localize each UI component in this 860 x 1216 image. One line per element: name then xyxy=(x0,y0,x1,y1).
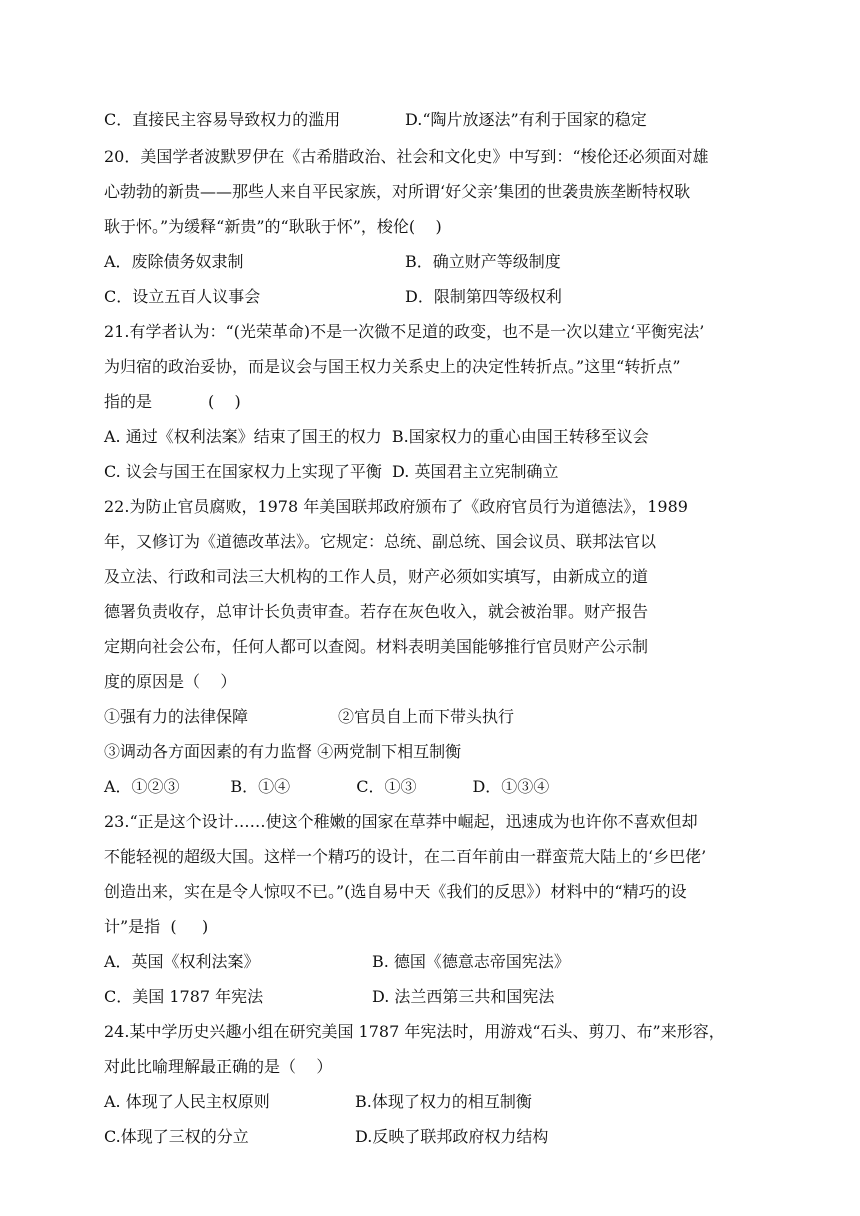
question-21-line-2: 为归宿的政治妥协，而是议会与国王权力关系史上的决定性转折点。”这里“转折点” xyxy=(104,357,681,376)
question-24-line-2: 对此比喻理解最正确的是（ ） xyxy=(104,1057,333,1076)
statement-2-q22: ②官员自上而下带头执行 xyxy=(338,707,515,726)
question-24-line-1: 24.某中学历史兴趣小组在研究美国 1787 年宪法时，用游戏“石头、剪刀、布”来形容， xyxy=(104,1022,725,1041)
option-b-q24: B.体现了权力的相互制衡 xyxy=(355,1092,532,1111)
option-b-q20: B．确立财产等级制度 xyxy=(405,252,561,271)
question-22-line-6: 度的原因是（ ） xyxy=(104,672,237,691)
question-21-line-1: 21.有学者认为：“(光荣革命)不是一次微不足道的政变，也不是一次以建立‘平衡宪法’ xyxy=(104,322,705,341)
question-23-line-1: 23.“正是这个设计……使这个稚嫩的国家在草莽中崛起，迅速成为也许你不喜欢但却 xyxy=(104,812,698,831)
option-c-q24: C.体现了三权的分立 xyxy=(104,1127,249,1146)
option-b-q23: B. 德国《德意志帝国宪法》 xyxy=(372,952,570,971)
option-c-q23: C．美国 1787 年宪法 xyxy=(104,987,264,1006)
question-22-line-5: 定期向社会公布，任何人都可以查阅。材料表明美国能够推行官员财产公示制 xyxy=(104,637,649,656)
question-22-line-3: 及立法、行政和司法三大机构的工作人员，财产必须如实填写，由新成立的道 xyxy=(104,567,649,586)
question-22-line-1: 22.为防止官员腐败，1978 年美国联邦政府颁布了《政府官员行为道德法》，1989 xyxy=(104,497,688,516)
question-21-line-3: 指的是 ( ) xyxy=(104,392,241,411)
question-20-line-2: 心勃勃的新贵——那些人来自平民家族，对所谓‘好父亲’集团的世袭贵族垄断特权耿 xyxy=(104,182,691,201)
question-23-line-4: 计”是指 ( ) xyxy=(104,917,209,936)
options-cd-q21: C. 议会与国王在国家权力上实现了平衡 D. 英国君主立宪制确立 xyxy=(104,462,559,481)
question-23-line-2: 不能轻视的超级大国。这样一个精巧的设计，在二百年前由一群蛮荒大陆上的‘乡巴佬’ xyxy=(104,847,707,866)
option-d-q19: D.“陶片放逐法”有利于国家的稳定 xyxy=(405,110,647,129)
question-22-line-2: 年，又修订为《道德改革法》。它规定：总统、副总统、国会议员、联邦法官以 xyxy=(104,532,657,551)
statement-1-q22: ①强有力的法律保障 xyxy=(104,707,249,726)
question-20-line-3: 耿于怀。”为缓释“新贵”的“耿耿于怀”，梭伦( ) xyxy=(104,217,442,236)
question-22-line-4: 德署负责收存，总审计长负责审查。若存在灰色收入，就会被治罪。财产报告 xyxy=(104,602,649,621)
option-a-q23: A．英国《权利法案》 xyxy=(104,952,260,971)
question-23-line-3: 创造出来，实在是令人惊叹不已。”(选自易中天《我们的反思》）材料中的“精巧的设 xyxy=(104,882,687,901)
options-q22: A．①②③ B．①④ C．①③ D．①③④ xyxy=(104,777,550,796)
option-c-q19: C．直接民主容易导致权力的滥用 xyxy=(104,110,341,129)
statements-34-q22: ③调动各方面因素的有力监督 ④两党制下相互制衡 xyxy=(104,742,462,761)
option-c-q20: C．设立五百人议事会 xyxy=(104,287,261,306)
question-20-line-1: 20．美国学者波默罗伊在《古希腊政治、社会和文化史》中写到：“梭伦还必须面对雄 xyxy=(104,147,709,166)
option-d-q20: D．限制第四等级权利 xyxy=(405,287,562,306)
option-d-q23: D. 法兰西第三共和国宪法 xyxy=(372,987,555,1006)
option-a-q24: A. 体现了人民主权原则 xyxy=(104,1092,270,1111)
option-d-q24: D.反映了联邦政府权力结构 xyxy=(355,1127,549,1146)
options-ab-q21: A. 通过《权利法案》结束了国王的权力 B.国家权力的重心由国王转移至议会 xyxy=(104,427,649,446)
option-a-q20: A．废除债务奴隶制 xyxy=(104,252,244,271)
